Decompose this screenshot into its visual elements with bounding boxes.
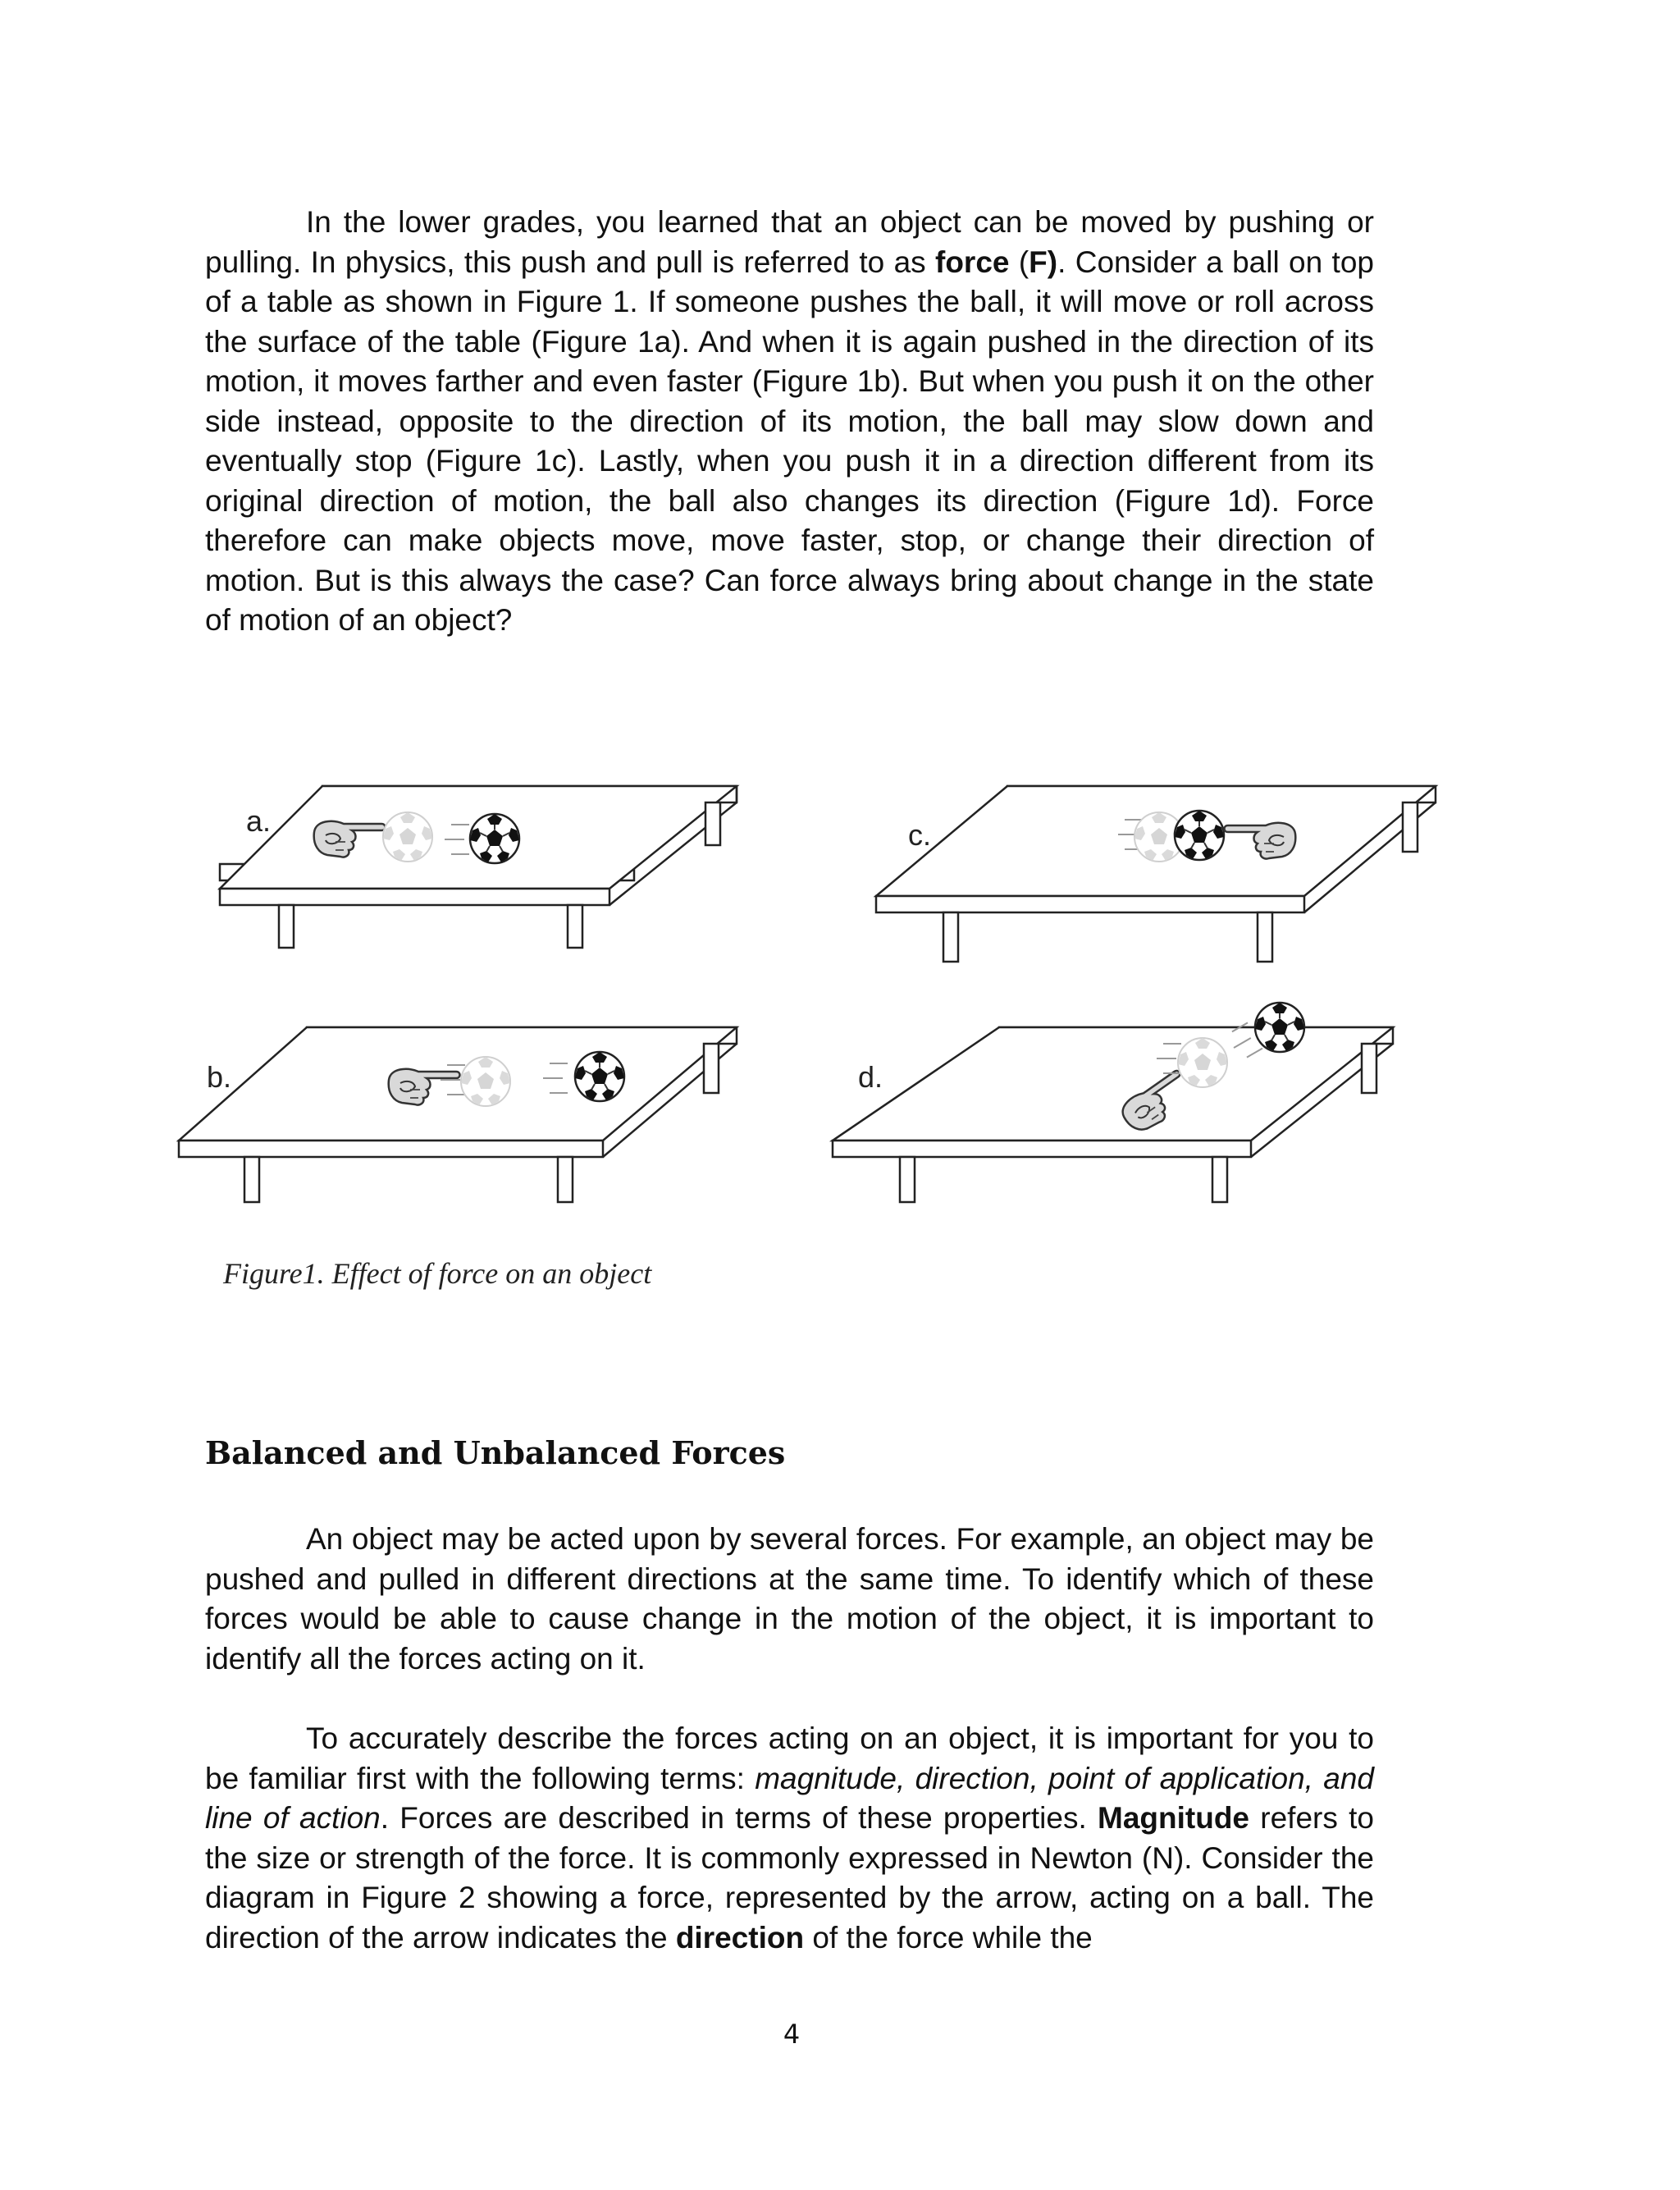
figure-label-b: b. (207, 1060, 232, 1094)
table-a (220, 786, 737, 948)
page-number: 4 (783, 2019, 801, 2050)
soccer-ball-icon (1175, 811, 1224, 860)
soccer-ball-icon (1178, 1038, 1227, 1087)
soccer-ball-icon (470, 814, 519, 863)
table-d (833, 1027, 1393, 1202)
soccer-ball-icon (383, 812, 432, 862)
paragraph-force-properties: To accurately describe the forces acting on an object, it is important for you to be familiar first with the following terms: magnitude, direction, point of application, and line of action. Forces are described in terms of these properties. Magnitude refers to the size or strength of the force. It is commonly expressed in Newton (N). Consider the diagram in Figure 2 showing a force, represented by the arrow, acting on a ball. The direction of the arrow indicates the direction of the force while the (205, 1721, 1374, 1955)
figure-label-d: d. (858, 1060, 883, 1094)
table-b (179, 1027, 737, 1202)
terms-italic: magnitude, direction, point of application, and line of action (205, 1761, 1374, 1835)
soccer-ball-icon (1255, 1003, 1304, 1052)
figure-label-a: a. (246, 804, 272, 838)
paragraph-force-intro: In the lower grades, you learned that an object can be moved by pushing or pulling. In physics, this push and pull is referred to as force (F). Consider a ball on top of a table as shown in Figure 1. If someone pushes the ball, it will move or roll across the surface of the table (Figure 1a). And when it is again pushed in the direction of its motion, it moves farther and even faster (Figure 1b). But when you push it on the other side instead, opposite to the direction of its motion, the ball may slow down and eventually stop (Figure 1c). Lastly, when you push it in a direction different from its original direction of motion, the ball also changes its direction (Figure 1d). Force therefore can make objects move, move faster, stop, or change their direction of motion. But is this always the case? Can force always bring about change in the state of motion of an object? (205, 205, 1374, 637)
soccer-ball-icon (461, 1057, 510, 1106)
section-heading: Balanced and Unbalanced Forces (205, 1434, 786, 1471)
soccer-ball-icon (575, 1052, 624, 1101)
term-magnitude: Magnitude (1098, 1801, 1249, 1835)
figure-caption: Figure1. Effect of force on an object (223, 1257, 652, 1290)
paragraph-several-forces: An object may be acted upon by several forces. For example, an object may be pushed and pulled in different directions at the same time. To identify which of these forces would be able to cause change in the motion of the object, it is important to identify all the forces acting on it. (205, 1522, 1374, 1676)
figure-label-c: c. (908, 818, 932, 852)
term-force: force (935, 245, 1010, 279)
term-f: F) (1029, 245, 1058, 279)
term-direction: direction (675, 1920, 805, 1955)
